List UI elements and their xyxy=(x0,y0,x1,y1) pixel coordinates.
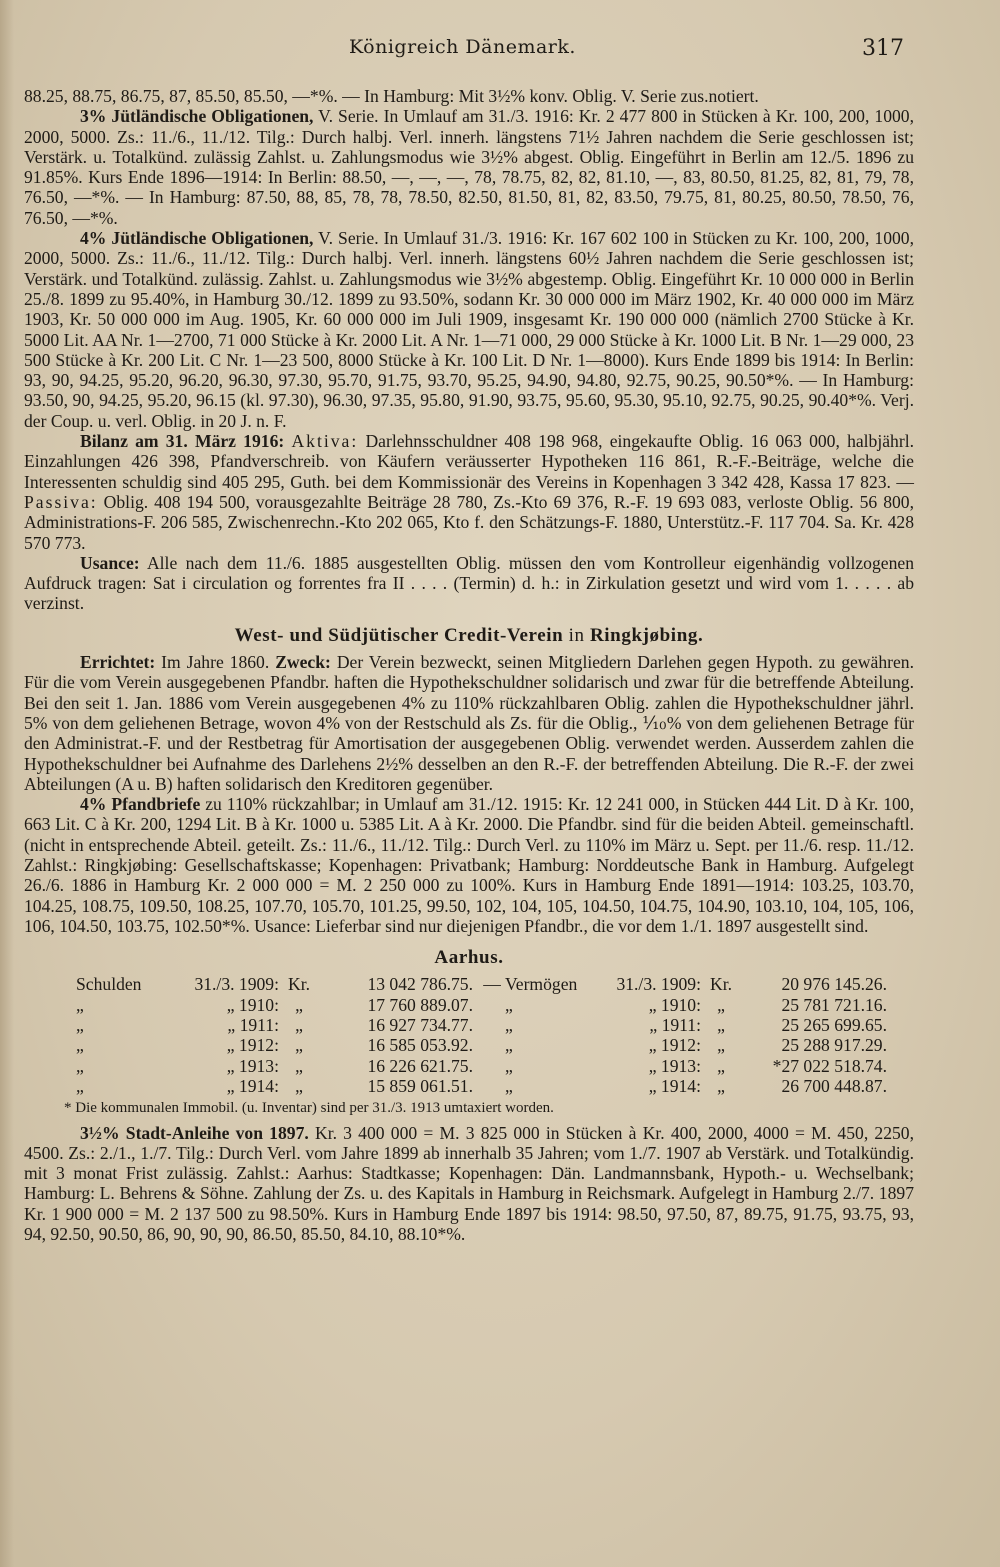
table-cell-cur: „ xyxy=(295,1055,303,1076)
table-cell-yr2: 31./3. 1909: xyxy=(616,974,701,995)
table-cell-lab: Schulden xyxy=(76,974,142,995)
table-cell-cur: „ xyxy=(295,1075,303,1096)
paragraph xyxy=(24,228,914,431)
table-cell-cur2: „ xyxy=(717,1075,725,1096)
paragraph xyxy=(24,106,914,228)
table-cell-cur: „ xyxy=(295,1015,303,1036)
text-run: Im Jahre 1860. xyxy=(155,652,276,673)
paragraph xyxy=(24,86,914,106)
table-cell-amt2: 25 781 721.16. xyxy=(781,994,887,1015)
table-cell-lab: „ xyxy=(76,1075,84,1096)
spaced-label: Aktiva: xyxy=(291,431,359,452)
paragraph xyxy=(24,553,914,614)
table-cell-amt: 16 927 734.77. xyxy=(367,1015,473,1036)
table-row xyxy=(76,1076,887,1096)
table-cell-yr2: „ 1910: xyxy=(648,994,701,1015)
bold-lead: 3% Jütländische Obligationen, xyxy=(80,106,314,127)
text-run: Oblig. 408 194 500, vorausgezahlte Beiträge 28 780, Zs.-Kto 69 376, R.-F. 19 693 083, verloste Oblig. 56 800, Administrations-F. 206 585, Zwischenrechn.-Kto 202 065, Kto f. den Schätzungs-F. 1880, Unterstütz.-F. 117 704. Sa. Kr. 428 570 773. xyxy=(24,491,914,553)
table-cell-yr: „ 1913: xyxy=(226,1055,279,1076)
section-title-connector: in xyxy=(563,624,590,646)
table-cell-lab: „ xyxy=(76,994,84,1015)
table-cell-yr: „ 1910: xyxy=(226,994,279,1015)
page-body xyxy=(24,86,914,1244)
table-cell-cur: „ xyxy=(295,1035,303,1056)
text-run: Kr. 3 400 000 = M. 3 825 000 in Stücken à Kr. 400, 2000, 4000 = M. 450, 2250, 4500. Zs.: 2./1., 1./7. Tilg.: Durch Verl. vom Jahre 1899 ab innerhalb 35 Jahren; vom 1./7. 1907 ab Verstärk. und Totalkündig. mit 3 monat Frist zulässig. Zahlst.: Aarhus: Stadtkasse; Kopenhagen: Dän. Landmannsbank, Hypoth.- u. Wechselbank; Hamburg: L. Behrens & Söhne. Zahlung der Zs. u. des Kapitals in Hamburg in Reichsmark. Aufgelegt in Hamburg 2./7. 1897 Kr. 1 900 000 = M. 2 137 500 zu 98.50%. Kurs in Hamburg Ende 1897 bis 1914: 98.50, 97.50, 87, 89.75, 91.75, 93.75, 93, 94, 92.50, 90.50, 86, 90, 90, 90, 86.50, 85.50, 84.10, 88.10*%. xyxy=(24,1122,915,1245)
table-cell-sep xyxy=(479,1076,505,1096)
section-title-place: Ringkjøbing. xyxy=(589,624,704,646)
bold-lead: 3½% Stadt-Anleihe von 1897. xyxy=(80,1122,309,1143)
bold-lead: Zweck: xyxy=(275,652,331,673)
table-cell-yr2: „ 1911: xyxy=(649,1015,701,1036)
table-cell-cur2: „ xyxy=(717,1015,725,1036)
table-cell-yr: „ 1912: xyxy=(226,1035,279,1056)
text-run: 88.25, 88.75, 86.75, 87, 85.50, 85.50, —*%. — In Hamburg: Mit 3½% konv. Oblig. V. Serie zus.notiert. xyxy=(24,86,759,106)
table-cell-cur2: Kr. xyxy=(710,974,732,995)
table-cell-sep: — xyxy=(483,974,501,995)
table-cell-cur: Kr. xyxy=(288,974,310,995)
bold-lead: 4% Pfandbriefe xyxy=(80,794,201,815)
text-run: Alle nach dem 11./6. 1885 ausgestellten Oblig. müssen den vom Kontrolleur eigenhändig vollzogenen Aufdruck tragen: Sat i circulation og forrentes fra II . . . . (Termin) d. h.: in Zirkulation gesetzt und wird vom 1. . . . . ab verzinst. xyxy=(24,552,914,614)
bold-lead: Bilanz am 31. März 1916: xyxy=(80,431,285,452)
bold-lead: 4% Jütländische Obligationen, xyxy=(80,228,314,249)
table-cell-amt2: 20 976 145.26. xyxy=(781,974,887,995)
table-row xyxy=(76,974,887,994)
table-cell-amt2: 26 700 448.87. xyxy=(781,1075,887,1096)
bold-lead: Errichtet: xyxy=(80,652,156,673)
table-cell-lab2: „ xyxy=(505,1035,513,1056)
table-cell-amt: 17 760 889.07. xyxy=(367,994,473,1015)
table-cell-sep xyxy=(479,1035,505,1055)
section-title xyxy=(24,626,914,646)
table-cell-cur2: „ xyxy=(717,1055,725,1076)
table-cell-amt2: 25 288 917.29. xyxy=(781,1035,887,1056)
table-row xyxy=(76,1056,887,1076)
table-row xyxy=(76,1035,887,1055)
table-cell-lab2: „ xyxy=(505,1075,513,1096)
table-row xyxy=(76,995,887,1015)
spaced-label: Passiva: xyxy=(24,491,98,512)
table-cell-cur2: „ xyxy=(717,994,725,1015)
table-cell-amt: 13 042 786.75. xyxy=(367,974,473,995)
page-header xyxy=(24,36,914,66)
text-run: Der Verein bezweckt, seinen Mitgliedern Darlehen gegen Hypoth. zu gewähren. Für die vom Verein ausgegebenen Pfandbr. haften die Hypothekschuldner solidarisch und zwar für die betreffende Abteilung. Bei den seit 1. Jan. 1886 vom Verein ausgegebenen 4% zu 110% rückzahlbaren Oblig. zahlen die Hypothekschuldner jährl. 5% von dem geliehenen Betrage, wovon 4% von der Restschuld als Zs. für die Oblig., ⅒% von dem geliehenen Betrage für den Administrat.-F. und der Restbetrag für Amortisation der ausgegebenen Oblig. verwendet werden. Ausserdem zahlen die Hypothekschuldner bei Aufnahme des Darlehens 2½% desselben an den R.-F. der betreffenden Abteilung. Die R.-F. der zwei Abteilungen (A u. B) haften solidarisch den Kreditoren gegenüber. xyxy=(24,652,914,794)
table-cell-lab2: Vermögen xyxy=(505,974,578,995)
table-cell-yr: „ 1911: xyxy=(227,1015,279,1036)
paragraph xyxy=(24,794,914,936)
running-title: Königreich Dänemark. xyxy=(349,36,576,58)
table-cell-lab2: „ xyxy=(505,994,513,1015)
debt-asset-table xyxy=(76,974,887,1096)
table-cell-amt2: 25 265 699.65. xyxy=(781,1015,887,1036)
section-title-name: Aarhus. xyxy=(434,947,504,969)
text-run: zu 110% rückzahlbar; in Umlauf am 31./12. 1915: Kr. 12 241 000, in Stücken 444 Lit. D à Kr. 100, 663 Lit. C à Kr. 200, 1294 Lit. B à Kr. 1000 u. 5385 Lit. A à Kr. 2000. Die Pfandbr. sind für die beiden Abteil. gemeinschaftl. (nicht in entsprechende Abteil. geteilt. Zs.: 11./6., 11./12. Tilg.: Durch Verl. zu 110% im März u. Sept. per 11./6. resp. 11./12. Zahlst.: Ringkjøbing: Gesellschaftskasse; Kopenhagen: Privatbank; Hamburg: Norddeutsche Bank in Hamburg. Aufgelegt 26./6. 1886 in Hamburg Kr. 2 000 000 = M. 2 250 000 zu 100%. Kurs in Hamburg Ende 1891—1914: 103.25, 103.70, 104.25, 108.75, 109.50, 108.25, 107.70, 105.70, 101.25, 99.50, 102, 104, 105, 104.50, 104.75, 104.90, 103.10, 104, 105, 106, 106, 104.50, 103.75, 102.50*%. Usance: Lieferbar sind nur diejenigen Pfandbr., die vor dem 1./1. 1897 ausgestellt sind. xyxy=(24,794,914,936)
table-cell-cur2: „ xyxy=(717,1035,725,1056)
table-cell-sep xyxy=(479,1056,505,1076)
bold-lead: Usance: xyxy=(80,552,140,573)
text-run: V. Serie. In Umlauf am 31./3. 1916: Kr. 2 477 800 in Stücken à Kr. 100, 200, 1000, 2000, 5000. Zs.: 11./6., 11./12. Tilg.: Durch halbj. Verl. innerh. längstens 71½ Jahren nachdem die Serie geschlossen ist; Verstärk. u. Totalkünd. zulässig Zahlst. u. Zahlungsmodus wie 3½% abgest. Oblig. Eingeführt in Berlin am 12./5. 1896 zu 91.85%. Kurs Ende 1896—1914: In Berlin: 88.50, —, —, —, 78, 78.75, 82, 82, 81.10, —, 83, 80.50, 81.25, 82, 81, 79, 78, 76.50, —*%. — In Hamburg: 87.50, 88, 85, 78, 78, 78.50, 82.50, 81.50, 81, 82, 83.50, 79.75, 81, 80.25, 80.50, 78.50, 76, 76.50, —*%. xyxy=(24,106,914,228)
paragraph xyxy=(24,652,914,794)
table-cell-amt: 16 226 621.75. xyxy=(367,1055,473,1076)
table-cell-amt: 16 585 053.92. xyxy=(367,1035,473,1056)
table-cell-lab2: „ xyxy=(505,1015,513,1036)
table-cell-yr2: „ 1913: xyxy=(648,1055,701,1076)
table-cell-sep xyxy=(479,995,505,1015)
page-edge-shadow xyxy=(0,0,14,1567)
table-cell-amt: 15 859 061.51. xyxy=(367,1075,473,1096)
text-run: V. Serie. In Umlauf 31./3. 1916: Kr. 167 602 100 in Stücken zu Kr. 100, 200, 1000, 2000, 5000. Zs.: 11./6., 11./12. Tilg.: Durch halbj. Verl. innerh. längstens 60½ Jahren nachdem die Serie geschlossen ist; Verstärk. und Totalkünd. zulässig. Zahlst. u. Zahlungsmodus wie 3½% abgestemp. Oblig. Eingeführt Kr. 10 000 000 in Berlin 25./8. 1899 zu 95.40%, in Hamburg 30./12. 1899 zu 93.50%, sodann Kr. 30 000 000 im März 1902, Kr. 40 000 000 im März 1903, Kr. 50 000 000 im Aug. 1905, Kr. 60 000 000 im Juli 1909, insgesamt Kr. 190 000 000 (nämlich 2700 Stücke à Kr. 5000 Lit. AA Nr. 1—2700, 71 000 Stücke à Kr. 2000 Lit. A Nr. 1—71 000, 29 000 Stücke à Kr. 1000 Lit. B Nr. 1—29 000, 23 500 Stücke à Kr. 200 Lit. C Nr. 1—23 500, 8000 Stücke à Kr. 100 Lit. D Nr. 1—8000). Kurs Ende 1899 bis 1914: In Berlin: 93, 90, 94.25, 95.20, 96.20, 96.30, 97.30, 95.70, 91.75, 93.70, 95.25, 94.90, 94.80, 92.75, 90.25, 90.50*%. — In Hamburg: 93.50, 90, 94.25, 95.20, 96.15 (kl. 97.30), 96.30, 97.35, 95.80, 91.90, 93.75, 95.60, 95.30, 95.10, 92.75, 90.25, 90.40*%. Verj. der Coup. u. verl. Oblig. in 20 J. n. F. xyxy=(24,228,914,431)
table-cell-yr: „ 1914: xyxy=(226,1075,279,1096)
table-row xyxy=(76,1015,887,1035)
table-cell-yr2: „ 1914: xyxy=(648,1075,701,1096)
table-cell-cur: „ xyxy=(295,994,303,1015)
section-title-name: West- und Südjütischer Credit-Verein xyxy=(234,624,564,646)
footnote: * Die kommunalen Immobil. (u. Inventar) sind per 31./3. 1913 umtaxiert worden. xyxy=(64,1100,554,1117)
text-run: Darlehnsschuldner 408 198 968, eingekaufte Oblig. 16 063 000, halbjährl. Einzahlungen 426 398, Pfandverschreib. von Käufern veräusserter Hypotheken 116 861, R.-F.-Beiträge, welche die Interessenten schuldig sind 405 295, Guth. bei dem Kommissionär des Vereins in Kopenhagen 3 342 428, Kassa 17 823. — xyxy=(24,431,914,492)
paragraph xyxy=(24,1123,914,1245)
table-cell-lab: „ xyxy=(76,1035,84,1056)
table-cell-yr: 31./3. 1909: xyxy=(194,974,279,995)
paragraph xyxy=(24,431,914,553)
table-cell-yr2: „ 1912: xyxy=(648,1035,701,1056)
table-cell-lab: „ xyxy=(76,1015,84,1036)
page-number: 317 xyxy=(862,36,904,61)
section-title xyxy=(24,948,914,968)
table-cell-sep xyxy=(479,1015,505,1035)
table-cell-amt2: *27 022 518.74. xyxy=(772,1055,887,1076)
book-page xyxy=(24,0,914,1567)
table-cell-lab2: „ xyxy=(505,1055,513,1076)
table-cell-lab: „ xyxy=(76,1055,84,1076)
